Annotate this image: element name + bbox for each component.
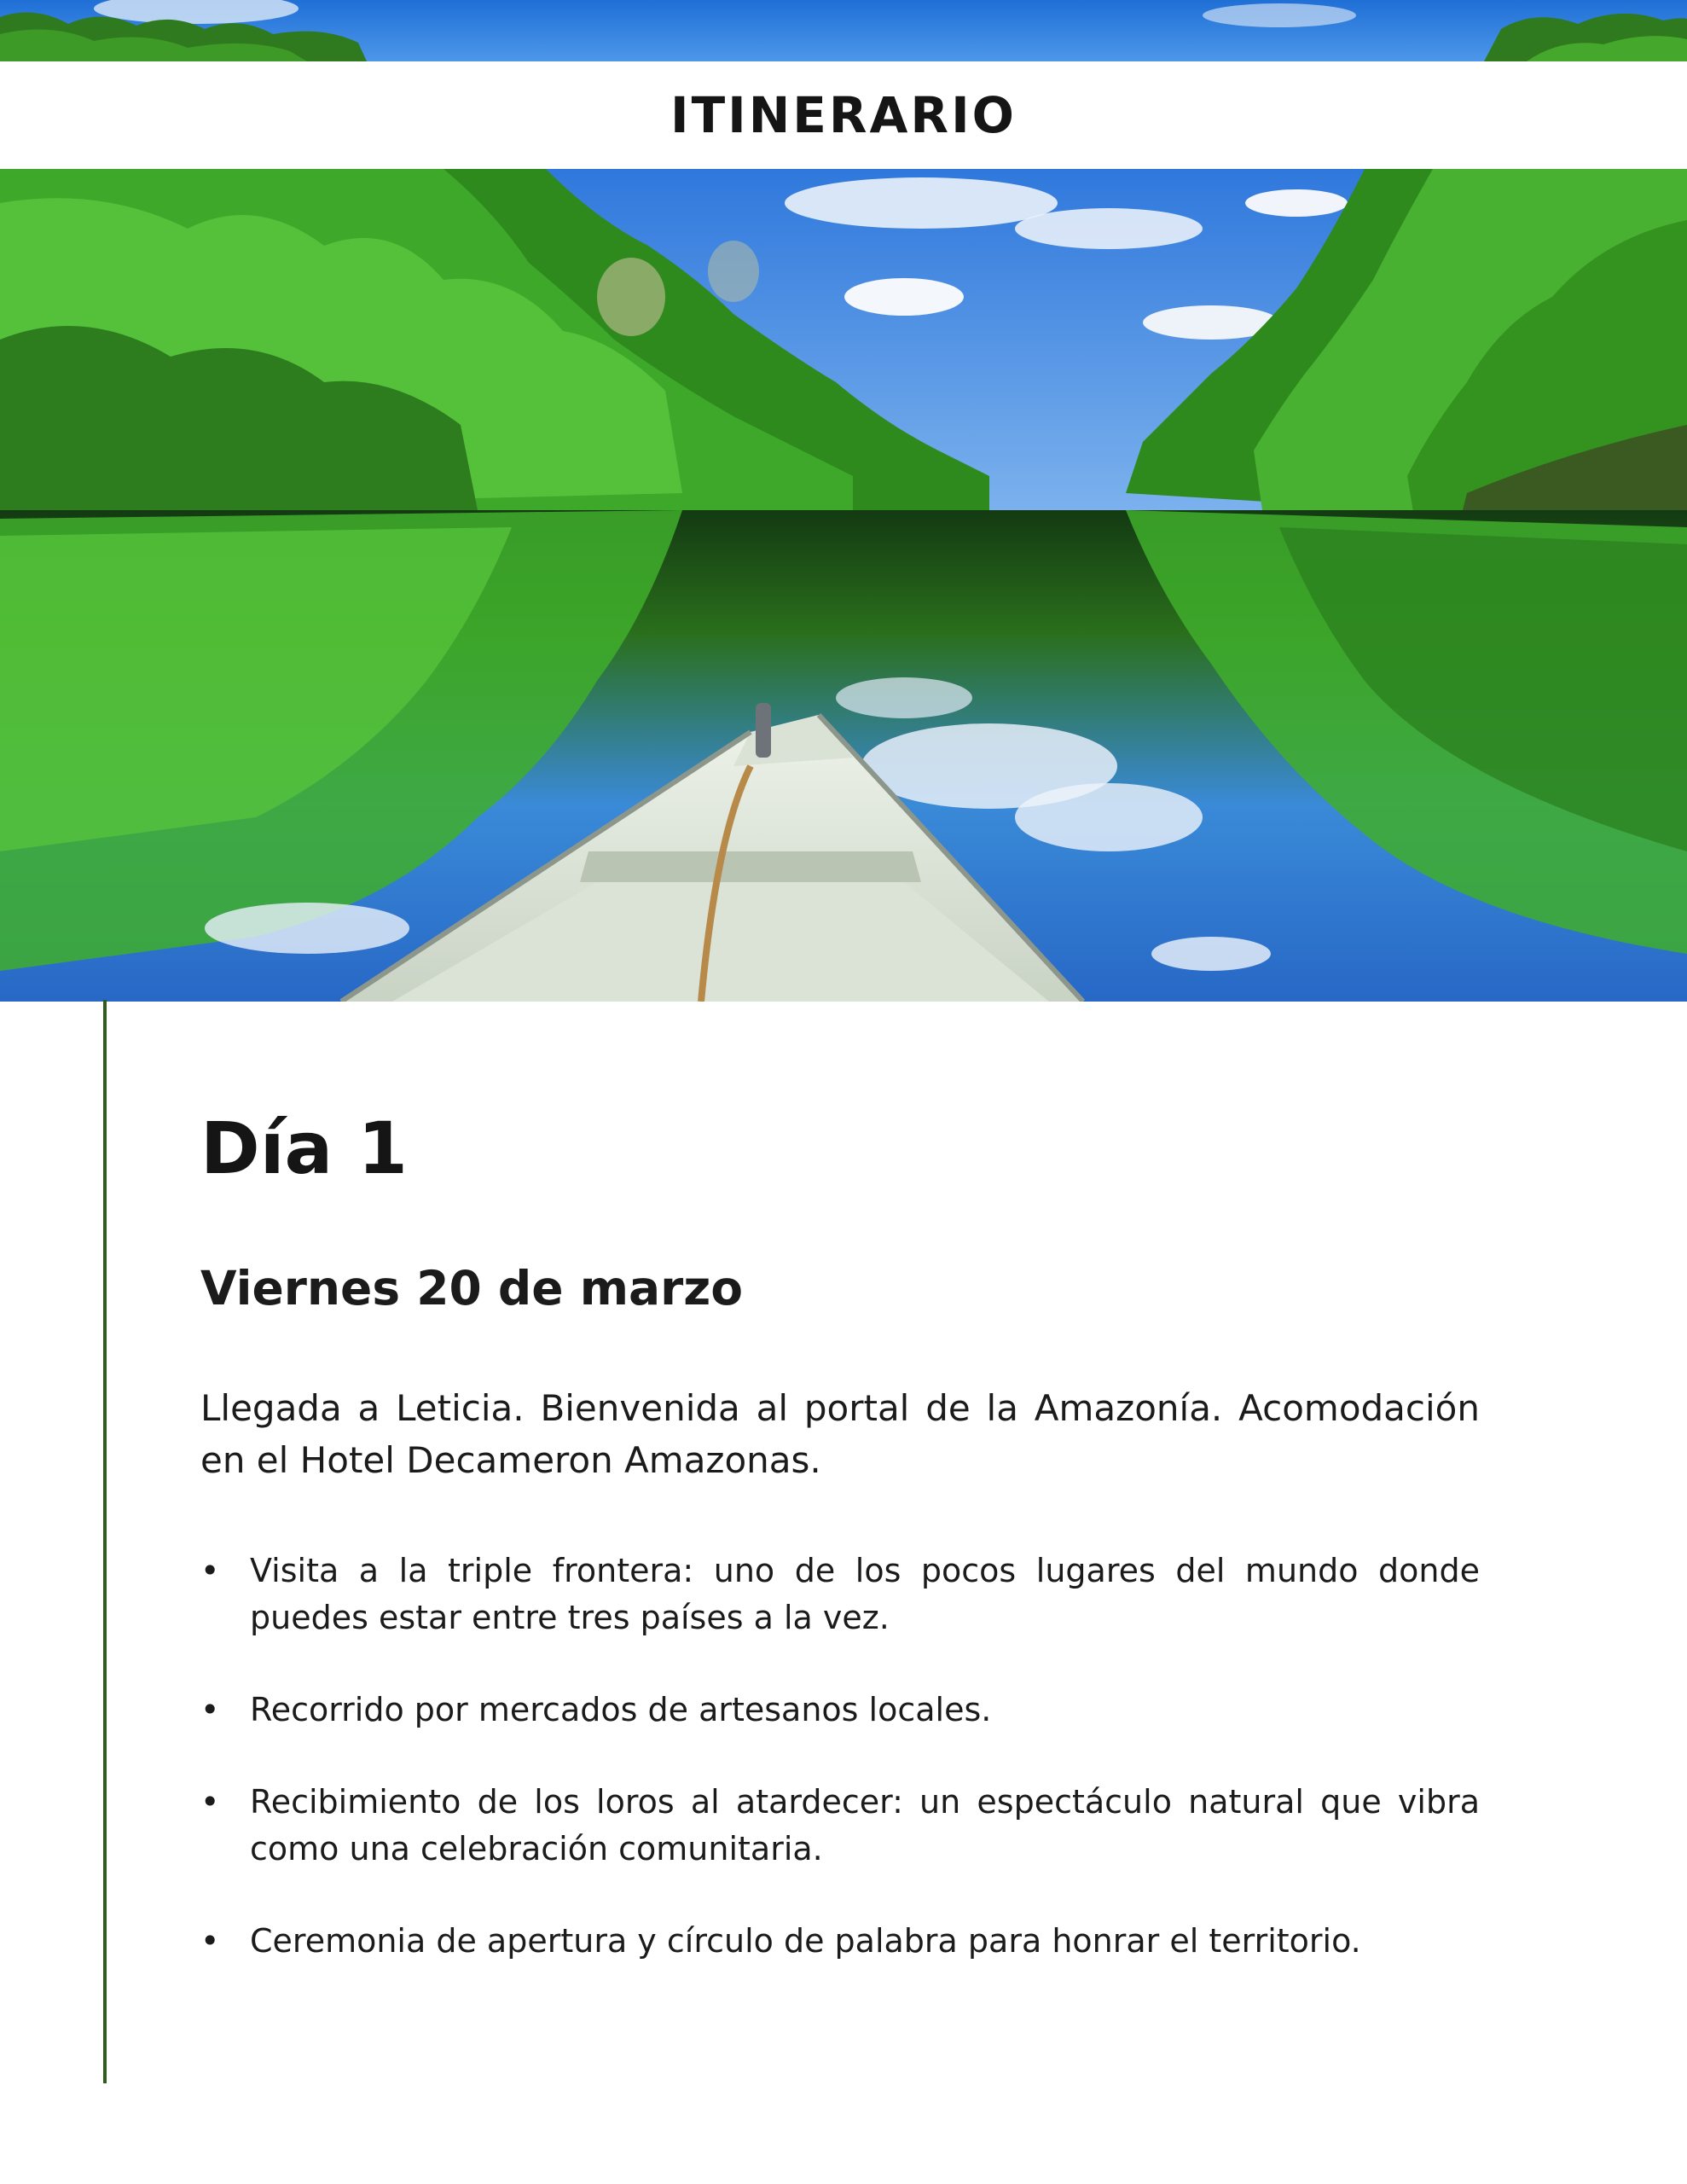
river-boat-illustration [0,169,1687,1002]
activity-text: Visita a la triple frontera: uno de los pocos lugares del mundo donde puedes estar entre tres países a la vez. [250,1552,1480,1636]
bullet-icon: • [200,1552,220,1589]
top-canopy-strip [0,0,1687,61]
day-title: Día 1 [200,1107,408,1190]
bullet-icon: • [200,1691,220,1728]
activity-text: Recorrido por mercados de artesanos locales. [250,1691,992,1728]
day-date: Viernes 20 de marzo [200,1261,744,1316]
hero-image [0,169,1687,1002]
list-item [200,1918,1480,1965]
day-content [200,1101,1480,2010]
page-title: ITINERARIO [670,86,1017,144]
activities-list [200,1548,1480,1965]
accent-vertical-rule [103,1000,107,2083]
list-item [200,1548,1480,1641]
day-intro: Llegada a Leticia. Bienvenida al portal de la Amazonía. Acomodación en el Hotel Decameron Amazonas. [200,1387,1480,1481]
header-band [0,61,1687,169]
list-item [200,1687,1480,1734]
bullet-icon: • [200,1922,220,1960]
canopy-image [0,0,1687,61]
activity-text: Ceremonia de apertura y círculo de palabra para honrar el territorio. [250,1922,1361,1960]
list-item [200,1779,1480,1873]
bullet-icon: • [200,1783,220,1821]
activity-text: Recibimiento de los loros al atardecer: un espectáculo natural que vibra como una celebración comunitaria. [250,1783,1480,1867]
